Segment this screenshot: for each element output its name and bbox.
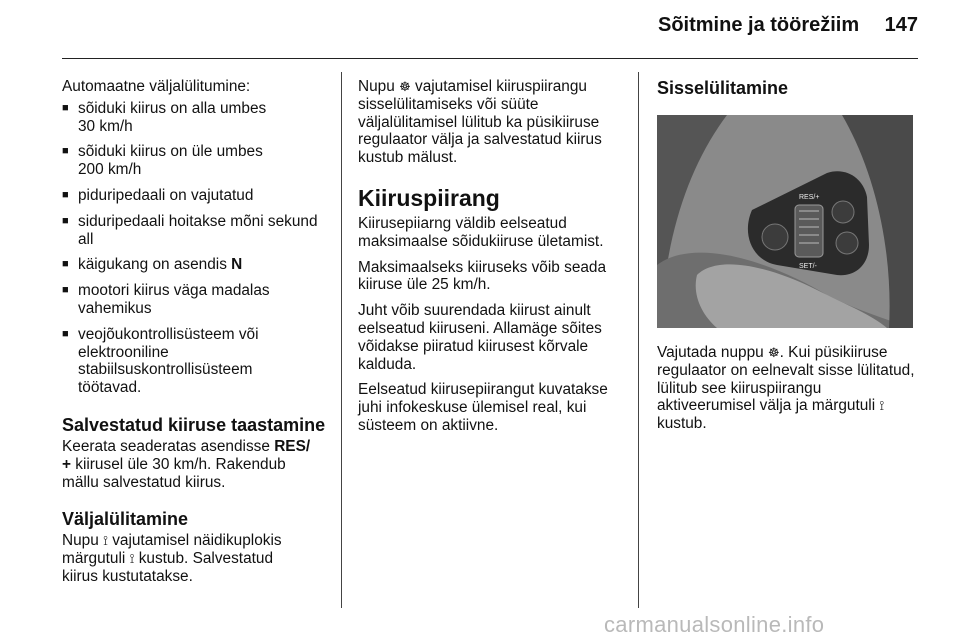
header-rule <box>62 58 918 59</box>
auto-off-intro: Automaatne väljalülitumine: <box>62 78 251 95</box>
limiter-paragraph-4: Eelseatud kiirusepiirangut kuvatakse juhi infokeskuse ülemisel real, kui süsteem on aktiivne. <box>358 381 608 434</box>
speed-limiter-icon: ☸ <box>767 345 780 360</box>
column-2 <box>358 78 630 443</box>
speed-limiter-icon: ☸ <box>399 79 411 94</box>
list-item: ■ veojõukontrollisüsteem või elektrooniline stabiilsuskontrollisüsteem töötavad. <box>62 325 259 397</box>
resume-heading: Salvestatud kiiruse taastamine <box>62 414 326 435</box>
switch-on-heading: Sisselülitamine <box>657 78 789 98</box>
switch-off-heading: Väljalülitamine <box>62 509 189 530</box>
page-number: 147 <box>884 14 918 36</box>
cruise-control-icon: ⟟ <box>879 398 885 414</box>
column-3 <box>657 78 925 441</box>
watermark: carmanualsonline.info <box>604 612 825 637</box>
limiter-intro-text: Nupu ☸ vajutamisel kiiruspiirangu sisselülitamiseks või süüte väljalülitamisel lülitub ka püsikiiruse regulaator välja ja salvestatud kiirus kustub mälust. <box>358 78 602 167</box>
svg-text:SET/-: SET/- <box>799 263 817 270</box>
list-item: ■ sõiduki kiirus on üle umbes 200 km/h <box>62 143 263 179</box>
cruise-control-icon: ⟟ <box>129 551 135 567</box>
column-divider-2 <box>638 72 639 608</box>
list-item: ■ sõiduki kiirus on alla umbes 30 km/h <box>62 99 267 135</box>
limiter-paragraph-3: Juht võib suurendada kiirust ainult eelseatud kiiruseni. Allamäge sõites võidakse piiratud kiirusest kõrvale kalduda. <box>358 302 602 373</box>
limiter-paragraph-1: Kiirusepiiarng väldib eelseatud maksimaalse sõidukiiruse ületamist. <box>358 214 604 250</box>
list-item: ■ käigukang on asendis N <box>62 256 243 274</box>
resume-text: Keerata seaderatas asendisse RES/ + kiirusel üle 30 km/h. Rakendub mällu salvestatud kiirus. <box>62 437 311 491</box>
steering-wheel-image <box>657 115 913 328</box>
list-item: ■ piduripedaali on vajutatud <box>62 186 254 204</box>
limiter-paragraph-2: Maksimaalseks kiiruseks võib seada kiiruse üle 25 km/h. <box>358 258 607 294</box>
svg-text:RES/+: RES/+ <box>799 194 820 201</box>
switch-on-text: Vajutada nuppu ☸. Kui püsikiiruse regulaator on eelnevalt sisse lülitatud, lülitub see kiiruspiirangu aktiveerumisel välja ja märgutuli ⟟ kustub. <box>657 344 915 433</box>
switch-off-text: Nupu ⟟ vajutamisel näidikuplokis märgutuli ⟟ kustub. Salvestatud kiirus kustutatakse. <box>62 532 282 585</box>
list-item: ■ mootori kiirus väga madalas vahemikus <box>62 282 270 317</box>
column-1 <box>62 78 332 594</box>
speed-limiter-heading: Kiiruspiirang <box>358 184 500 211</box>
page-header-title: Sõitmine ja töörežiim <box>658 14 860 36</box>
column-divider-1 <box>341 72 342 608</box>
list-item: ■ siduripedaali hoitakse mõni sekund all <box>62 212 318 248</box>
auto-off-list <box>62 100 332 397</box>
cruise-control-icon: ⟟ <box>103 533 108 549</box>
